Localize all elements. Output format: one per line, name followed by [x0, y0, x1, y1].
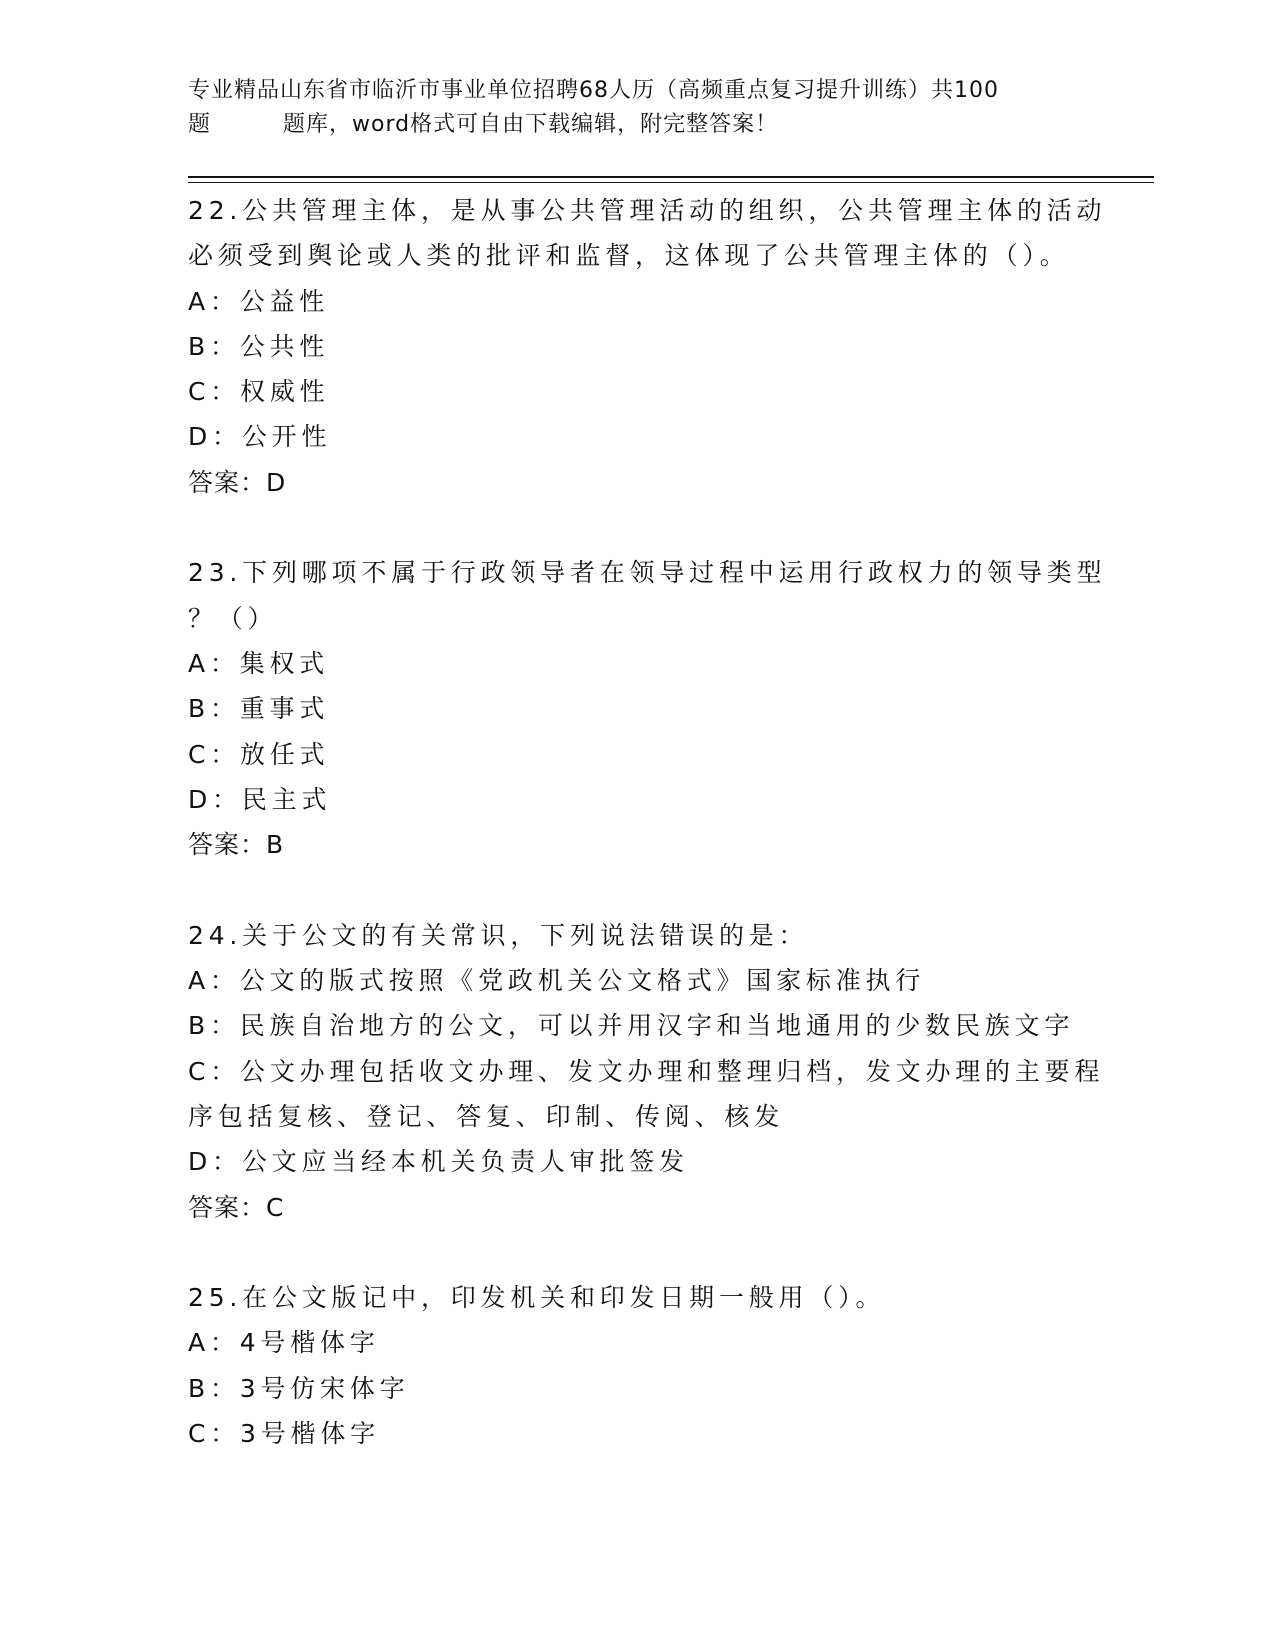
question-stem: ？（）	[188, 603, 278, 633]
option-c-continued: 序包括复核、登记、答复、印制、传阅、核发	[188, 1101, 785, 1131]
question-list	[188, 188, 1107, 1456]
header-rule-thick	[188, 176, 1154, 178]
option-a: A：公益性	[188, 286, 330, 316]
option-d: D：公文应当经本机关负责人审批签发	[188, 1147, 689, 1177]
question-stem: 23.下列哪项不属于行政领导者在领导过程中运用行政权力的领导类型	[188, 558, 1107, 588]
option-d: D：民主式	[188, 784, 332, 814]
spacer	[188, 1230, 1088, 1275]
option-c: C：3号楷体字	[188, 1419, 380, 1449]
question-block	[188, 1275, 1088, 1456]
option-d: D：公开性	[188, 422, 332, 452]
question-stem: 24.关于公文的有关常识，下列说法错误的是：	[188, 920, 809, 950]
option-a: A：公文的版式按照《党政机关公文格式》国家标准执行	[188, 966, 926, 996]
option-a: A：集权式	[188, 648, 330, 678]
header-line-2-tail: 题库，word格式可自由下载编辑，附完整答案！	[283, 112, 779, 137]
option-c: C：放任式	[188, 739, 330, 769]
spacer	[188, 867, 1088, 912]
option-b: B：民族自治地方的公文，可以并用汉字和当地通用的少数民族文字	[188, 1011, 1075, 1041]
option-b: B：重事式	[188, 694, 330, 724]
header-line-2	[188, 108, 1088, 142]
question-block	[188, 913, 1105, 1230]
header-rule-thin	[188, 182, 1154, 183]
spacer	[188, 505, 1088, 550]
option-a: A：4号楷体字	[188, 1328, 380, 1358]
header-line-2-head: 题	[188, 112, 212, 137]
page-header	[188, 74, 1088, 142]
question-stem: 25.在公文版记中，印发机关和印发日期一般用（）。	[188, 1283, 886, 1313]
option-b: B：3号仿宋体字	[188, 1373, 410, 1403]
answer-text: 答案：B	[188, 830, 285, 860]
question-block	[188, 188, 1107, 505]
option-c: C：权威性	[188, 377, 330, 407]
option-b: B：公共性	[188, 331, 330, 361]
question-block	[188, 550, 1107, 867]
question-stem: 22.公共管理主体，是从事公共管理活动的组织，公共管理主体的活动	[188, 196, 1107, 225]
answer-text: 答案：D	[188, 467, 287, 497]
answer-text: 答案：C	[188, 1192, 285, 1222]
option-c: C：公文办理包括收文办理、发文办理和整理归档，发文办理的主要程	[188, 1056, 1105, 1086]
header-line-1: 专业精品山东省市临沂市事业单位招聘68人历（高频重点复习提升训练）共100	[188, 78, 999, 103]
question-stem: 必须受到舆论或人类的批评和监督，这体现了公共管理主体的（）。	[188, 241, 1070, 271]
